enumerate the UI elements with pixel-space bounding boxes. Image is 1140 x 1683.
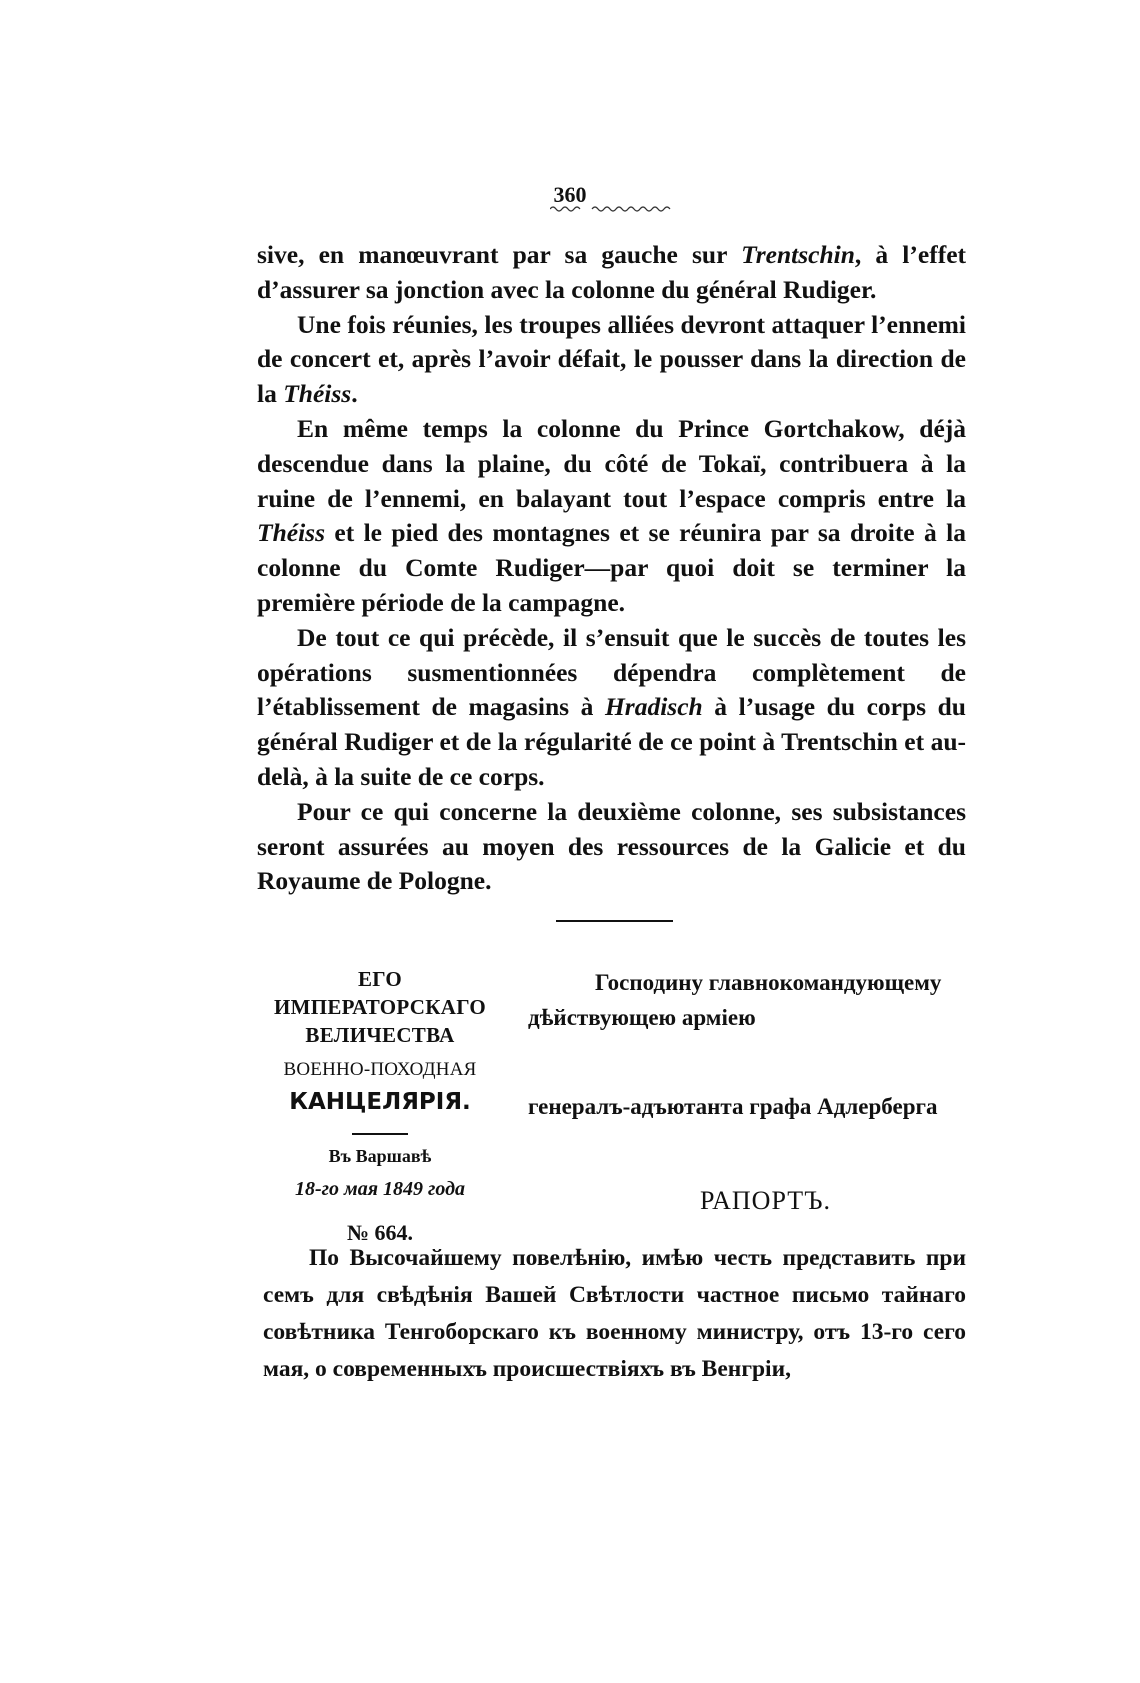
- text-run: , à l’effet d’assurer sa jonction avec la colonne du général Rudiger.: [257, 240, 966, 304]
- russian-text: [263, 1240, 966, 1388]
- text-run: Pour ce qui concerne la deuxième colonne, ses subsistances seront assurées au moyen des ressources de la Galicie et du Royaume de Pologne.: [257, 796, 966, 896]
- letterhead-number: № 664.: [346, 1219, 414, 1245]
- italic-place-name: Théiss: [283, 379, 352, 409]
- russian-paragraph: По Высочайшему повелѣнію, имѣю честь представить при семъ для свѣдѣнія Вашей Свѣтлости частное письмо тайнаго совѣтника Тенгоборскаго къ военному министру, отъ 13-го сего мая, о современныхъ происшествіяхъ въ Венгріи,: [263, 1245, 966, 1382]
- text-run: à l’usage du corps du général Rudiger et de la régularité de ce point à Trentschin et au-delà, à la suite de ce corps.: [257, 692, 966, 791]
- letterhead-place: Въ Варшавѣ: [328, 1145, 432, 1166]
- address-line-2: дѣйствующею арміею: [528, 1005, 756, 1030]
- french-paragraph-4: [257, 621, 966, 795]
- letterhead-line-1: ЕГО ИМПЕРАТОРСКАГО: [273, 967, 487, 1019]
- italic-place-name: Trentschin: [741, 240, 855, 269]
- address-line-1: Господину главнокомандующему: [595, 970, 942, 995]
- letterhead: [250, 965, 510, 1253]
- text-run: sive, en manœuvrant par sa gauche sur: [257, 240, 742, 269]
- address-line-3: генералъ-адъютанта графа Адлерберга: [528, 1094, 938, 1119]
- text-run: De tout ce qui précède, il s’ensuit que le succès de toutes les opérations susmentionnées dépendra complètement de l’établissement de magasins à: [257, 622, 966, 722]
- text-run: Une fois réunies, les troupes alliées devront attaquer l’ennemi de concert et, après l’avoir défait, le pousser dans la direction de la: [257, 309, 966, 409]
- section-divider: [556, 920, 673, 922]
- letterhead-date: 18-го мая 1849 года: [294, 1177, 466, 1200]
- italic-place-name: Théiss: [257, 518, 326, 548]
- french-paragraph-3: [257, 412, 966, 621]
- text-run: .: [351, 379, 358, 409]
- text-run: et le pied des montagnes et se réunira par sa droite à la colonne du Comte Rudiger—par quoi doit se terminer la première période de la campagne.: [257, 518, 966, 617]
- italic-place-name: Hradisch: [604, 692, 703, 722]
- letterhead-line-3: ВОЕННО-ПОХОДНАЯ: [283, 1059, 477, 1080]
- letterhead-line-4: КАНЦЕЛЯРІЯ.: [289, 1089, 471, 1115]
- french-paragraph-5: [257, 795, 966, 899]
- french-paragraph-2: [257, 308, 966, 412]
- page-number: 360: [553, 182, 587, 207]
- french-paragraph-1: [257, 238, 966, 308]
- letterhead-line-2: ВЕЛИЧЕСТВА: [305, 1023, 455, 1047]
- letterhead-divider: [352, 1133, 408, 1135]
- text-run: En même temps la colonne du Prince Gortchakow, déjà descendue dans la plaine, du côté de Tokaï, contribuera à la ruine de l’ennemi, en balayant tout l’espace compris entre la: [257, 413, 966, 513]
- ornament-squiggle: [550, 203, 674, 213]
- french-text: [257, 238, 966, 899]
- report-title: РАПОРТЪ.: [700, 1186, 831, 1215]
